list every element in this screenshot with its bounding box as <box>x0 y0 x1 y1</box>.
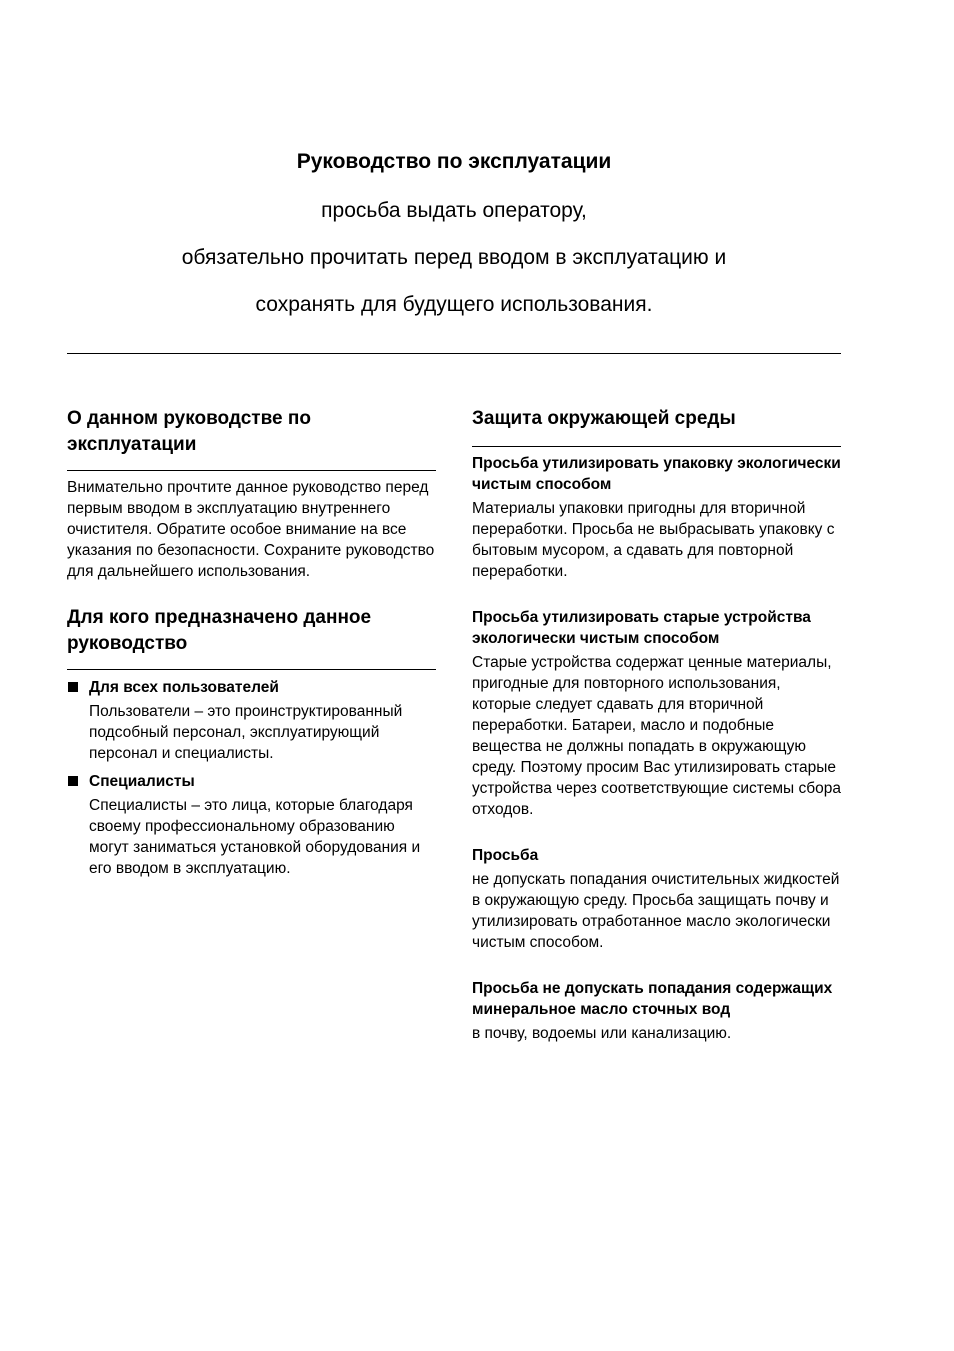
environment-section-fluids <box>472 845 841 953</box>
bullet-square-icon <box>68 682 78 692</box>
section-text: не допускать попадания очистительных жидкостей в окружающую среду. Просьба защищать почву и утилизировать отработанное масло экологически чистым способом. <box>472 871 840 951</box>
left-column <box>67 406 436 879</box>
about-heading: О данном руководстве по эксплуатации <box>67 408 311 455</box>
section-title: Просьба утилизировать упаковку экологически чистым способом <box>472 455 841 493</box>
section-title: Просьба <box>472 847 539 864</box>
audience-item-specialists <box>67 771 436 879</box>
audience-item-text: Пользователи – это проинструктированный подсобный персонал, эксплуатирующий персонал и специалисты. <box>89 703 403 762</box>
audience-item-title: Для всех пользователей <box>89 679 279 696</box>
header-line-3: сохранять для будущего использования. <box>255 293 653 316</box>
audience-heading: Для кого предназначено данное руководство <box>67 607 372 654</box>
environment-section-old-devices <box>472 607 841 820</box>
header-divider <box>67 353 841 354</box>
about-text: Внимательно прочтите данное руководство перед первым вводом в эксплуатацию внутреннего очистителя. Обратите особое внимание на все указания по безопасности. Сохраните руководство для дальнейшего использования. <box>67 479 435 580</box>
audience-item-title: Специалисты <box>89 773 195 790</box>
environment-heading: Защита окружающей среды <box>472 408 736 429</box>
header-line-2: обязательно прочитать перед вводом в эксплуатацию и <box>181 246 727 269</box>
header-line-1: просьба выдать оператору, <box>321 199 587 222</box>
section-title: Просьба не допускать попадания содержащих минеральное масло сточных вод <box>472 980 833 1018</box>
audience-item-text: Специалисты – это лица, которые благодаря своему профессиональному образованию могут заниматься установкой оборудования и его вводом в эксплуатацию. <box>89 797 421 877</box>
audience-item-all-users <box>67 677 436 764</box>
audience-heading-rule <box>67 669 436 670</box>
section-text: Старые устройства содержат ценные материалы, пригодные для повторного использования, которые следует сдавать для вторичной переработки. Батареи, масло и подобные вещества не должны попадать в окружающую среду. Поэтому просим Вас утилизировать старые устройства через соответствующие системы сбора отходов. <box>472 654 841 818</box>
right-column <box>472 406 841 1044</box>
section-title: Просьба утилизировать старые устройства экологически чистым способом <box>472 609 811 647</box>
section-text: в почву, водоемы или канализацию. <box>472 1025 732 1042</box>
environment-section-wastewater <box>472 978 841 1044</box>
document-title: Руководство по эксплуатации <box>296 150 612 173</box>
section-text: Материалы упаковки пригодны для вторичной переработки. Просьба не выбрасывать упаковку с бытовым мусором, а сдавать для повторной переработки. <box>472 500 835 580</box>
environment-heading-rule <box>472 446 841 447</box>
about-heading-rule <box>67 470 436 471</box>
bullet-square-icon <box>68 776 78 786</box>
environment-section-packaging <box>472 453 841 582</box>
